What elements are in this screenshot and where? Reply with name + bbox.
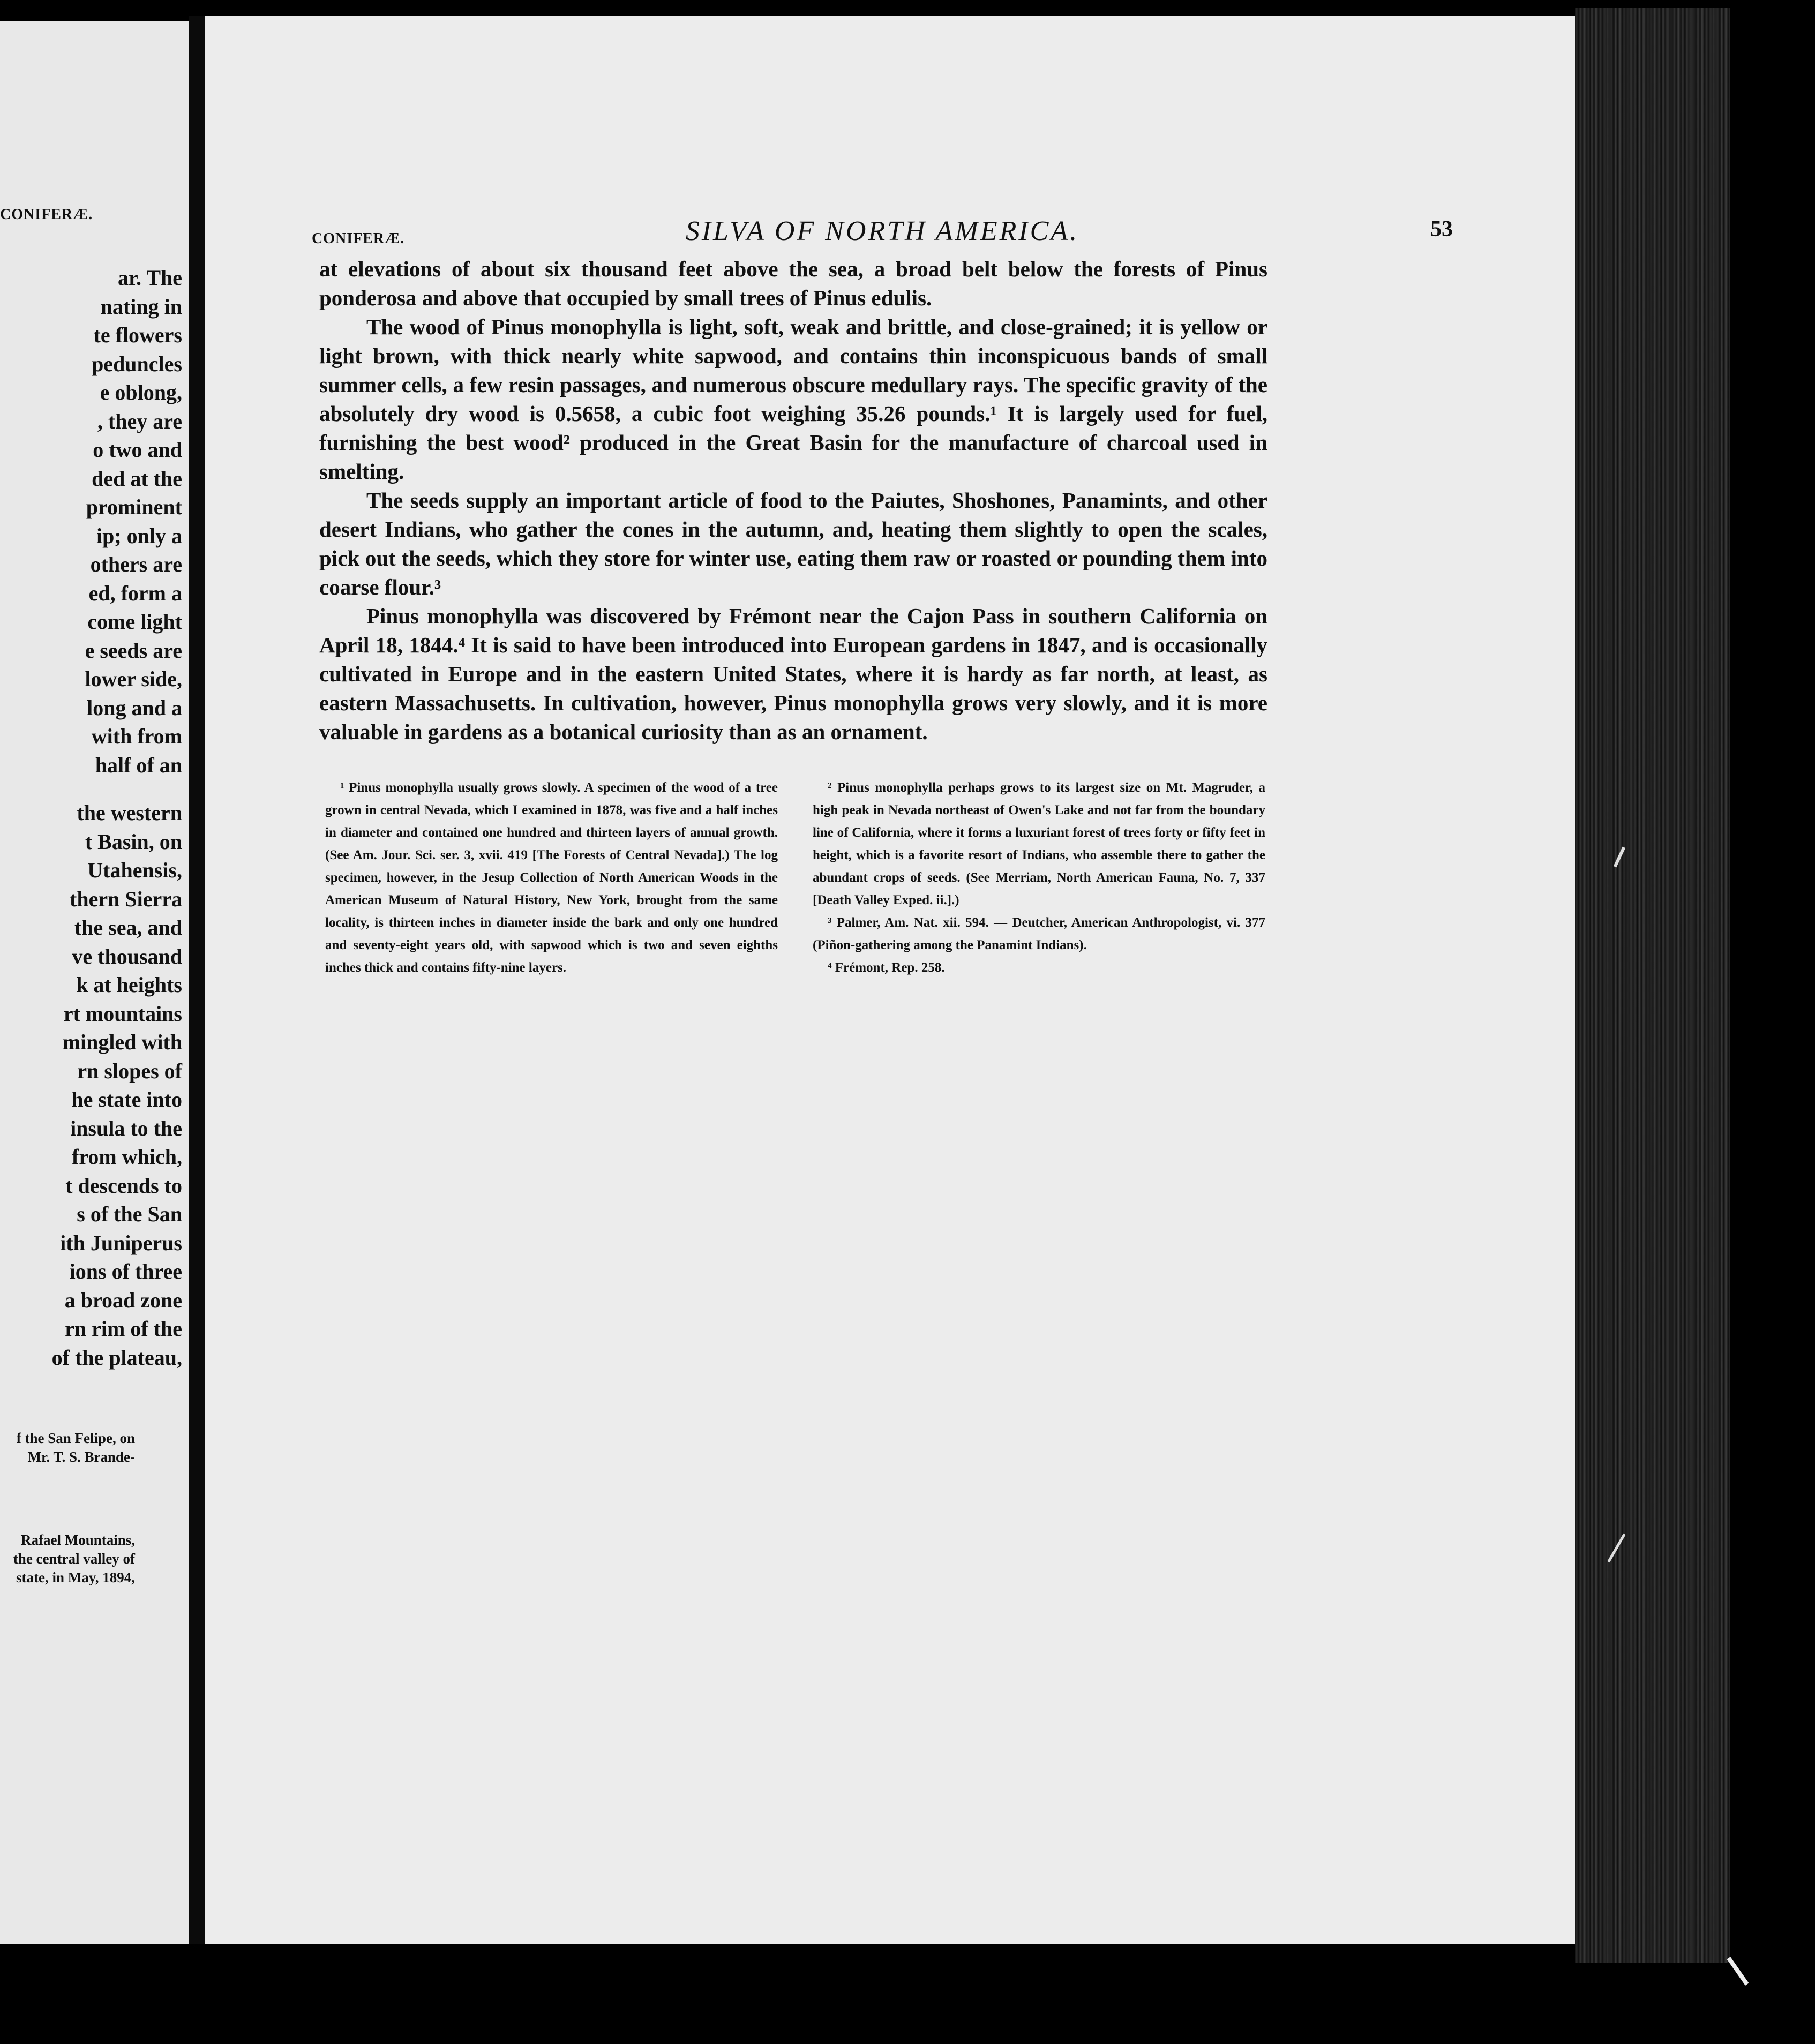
left-page-line: the sea, and: [74, 915, 182, 940]
left-page-line: mingled with: [62, 1030, 182, 1054]
left-page-line: a broad zone: [64, 1288, 182, 1312]
paragraph-4: Pinus monophylla was discovered by Frémont near the Cajon Pass in southern California on April 18, 1844.⁴ It is said to have been introduced into European gardens in 1847, and is occasionally cultivated in Europe and in the eastern United States, where it is hardy as far north, at least, as eastern Massachusetts. In cultivation, however, Pinus monophylla grows very slowly, and it is more valuable in gardens as a botanical curiosity than as an ornament.: [319, 604, 1268, 744]
left-page-footnote-line: Rafael Mountains,: [20, 1532, 135, 1548]
left-page-line: Utahensis,: [87, 858, 182, 882]
left-page-line: o two and: [93, 438, 182, 462]
left-page-line: te flowers: [93, 323, 182, 347]
left-page-line: rt mountains: [63, 1001, 182, 1026]
left-page-line: the western: [77, 801, 182, 825]
book-gutter: [189, 16, 205, 1944]
left-page-line: rn slopes of: [77, 1058, 182, 1083]
left-page-line: insula to the: [70, 1116, 182, 1140]
left-page-line: ar. The: [117, 266, 182, 290]
left-page-line: lower side,: [85, 667, 182, 691]
left-page-footnote-line: Mr. T. S. Brande-: [27, 1449, 135, 1465]
left-page-line: , they are: [97, 409, 182, 433]
paragraph-2: The wood of Pinus monophylla is light, soft, weak and brittle, and close-grained; it is yellow or light brown, with thick nearly white sapwood, and contains thin inconspicuous bands of small summer cells, a few resin passages, and numerous obscure medullary rays. The specific gravity of the absolutely dry wood is 0.5658, a cubic foot weighing 35.26 pounds.¹ It is largely used for fuel, furnishing the best wood² produced in the Great Basin for the manufacture of charcoal used in smelting.: [319, 314, 1268, 484]
left-page-footnote-line: f the San Felipe, on: [16, 1430, 135, 1446]
footnote-3: ³ Palmer, Am. Nat. xii. 594. — Deutcher, American Anthropologist, vi. 377 (Piñon-gathering among the Panamint Indians).: [813, 915, 1265, 952]
page-53: [205, 16, 1592, 1944]
left-page-line: thern Sierra: [70, 886, 182, 911]
running-head: [312, 215, 1453, 247]
left-page-line: ve thousand: [72, 944, 182, 968]
left-page-line: ions of three: [69, 1259, 182, 1283]
left-page-line: others are: [90, 552, 182, 576]
paragraph-1: at elevations of about six thousand feet above the sea, a broad belt below the forests of Pinus ponderosa and above that occupied by small trees of Pinus edulis.: [319, 257, 1268, 310]
left-page-line: long and a: [87, 695, 182, 720]
left-page-line: s of the San: [77, 1202, 182, 1226]
scan-artifact: [1727, 1957, 1749, 1986]
left-page-line: nating in: [100, 294, 182, 319]
left-page-line: with from: [91, 724, 182, 748]
left-page-line: rn rim of the: [65, 1317, 182, 1341]
left-page-line: ed, form a: [88, 581, 182, 605]
footnote-2: ² Pinus monophylla perhaps grows to its largest size on Mt. Magruder, a high peak in Nevada northeast of Owen's Lake and not far from the boundary line of California, where it forms a luxuriant forest of trees forty or fifty feet in height, which is a favorite resort of Indians, who assemble there to gather the abundant crops of seeds. (See Merriam, North American Fauna, No. 7, 337 [Death Valley Exped. ii.].): [813, 780, 1265, 907]
running-head-title: SILVA OF NORTH AMERICA.: [685, 216, 1079, 246]
left-page-line: k at heights: [76, 973, 182, 997]
left-page-line: he state into: [71, 1087, 182, 1111]
left-page-line: ded at the: [92, 466, 182, 491]
paragraph-3: The seeds supply an important article of food to the Paiutes, Shoshones, Panamints, and other desert Indians, who gather the cones in the autumn, and, heating them slightly to open the scales, pick out the seeds, which they store for winter use, eating them raw or roasted or pounding them into coarse flour.³: [319, 488, 1268, 599]
footnote-1: ¹ Pinus monophylla usually grows slowly. A specimen of the wood of a tree grown in central Nevada, which I examined in 1878, was five and a half inches in diameter and contained one hundred and thirteen layers of annual growth. (See Am. Jour. Sci. ser. 3, xvii. 419 [The Forests of Central Nevada].) The log specimen, however, in the Jesup Collection of North American Woods in the American Museum of Natural History, New York, brought from the same locality, is thirteen inches in diameter inside the bark and only one hundred and seventy-eight years old, with sapwood which is two and seven eighths inches thick and contains fifty-nine layers.: [325, 780, 778, 975]
left-page-line: from which,: [72, 1145, 182, 1169]
left-page-line: prominent: [86, 495, 182, 519]
left-page-line: ith Juniperus: [60, 1230, 182, 1255]
left-page-fragment: [0, 21, 189, 1944]
footnote-column-right: [813, 777, 1265, 979]
page-number: 53: [1430, 217, 1453, 242]
page-edges-shading: [1591, 8, 1730, 1963]
left-page-line: t descends to: [65, 1173, 182, 1198]
left-page-footnote-line: state, in May, 1894,: [16, 1569, 135, 1585]
left-page-line: e oblong,: [100, 380, 182, 404]
left-page-line: of the plateau,: [51, 1345, 182, 1370]
left-page-line: e seeds are: [85, 638, 182, 663]
footnote-4: ⁴ Frémont, Rep. 258.: [828, 960, 945, 975]
left-page-footnote-line: the central valley of: [13, 1551, 135, 1567]
left-page-line: ip; only a: [96, 523, 182, 548]
body-text: [319, 254, 1268, 746]
left-page-line: peduncles: [92, 351, 182, 376]
left-page-running-head: CONIFERÆ.: [0, 206, 93, 223]
left-page-line: half of an: [95, 753, 182, 777]
footnote-column-left: [325, 777, 778, 979]
running-head-section: CONIFERÆ.: [312, 230, 405, 247]
left-page-line: t Basin, on: [85, 829, 182, 854]
page-edges: [1575, 8, 1730, 1963]
left-page-line: come light: [87, 610, 182, 634]
